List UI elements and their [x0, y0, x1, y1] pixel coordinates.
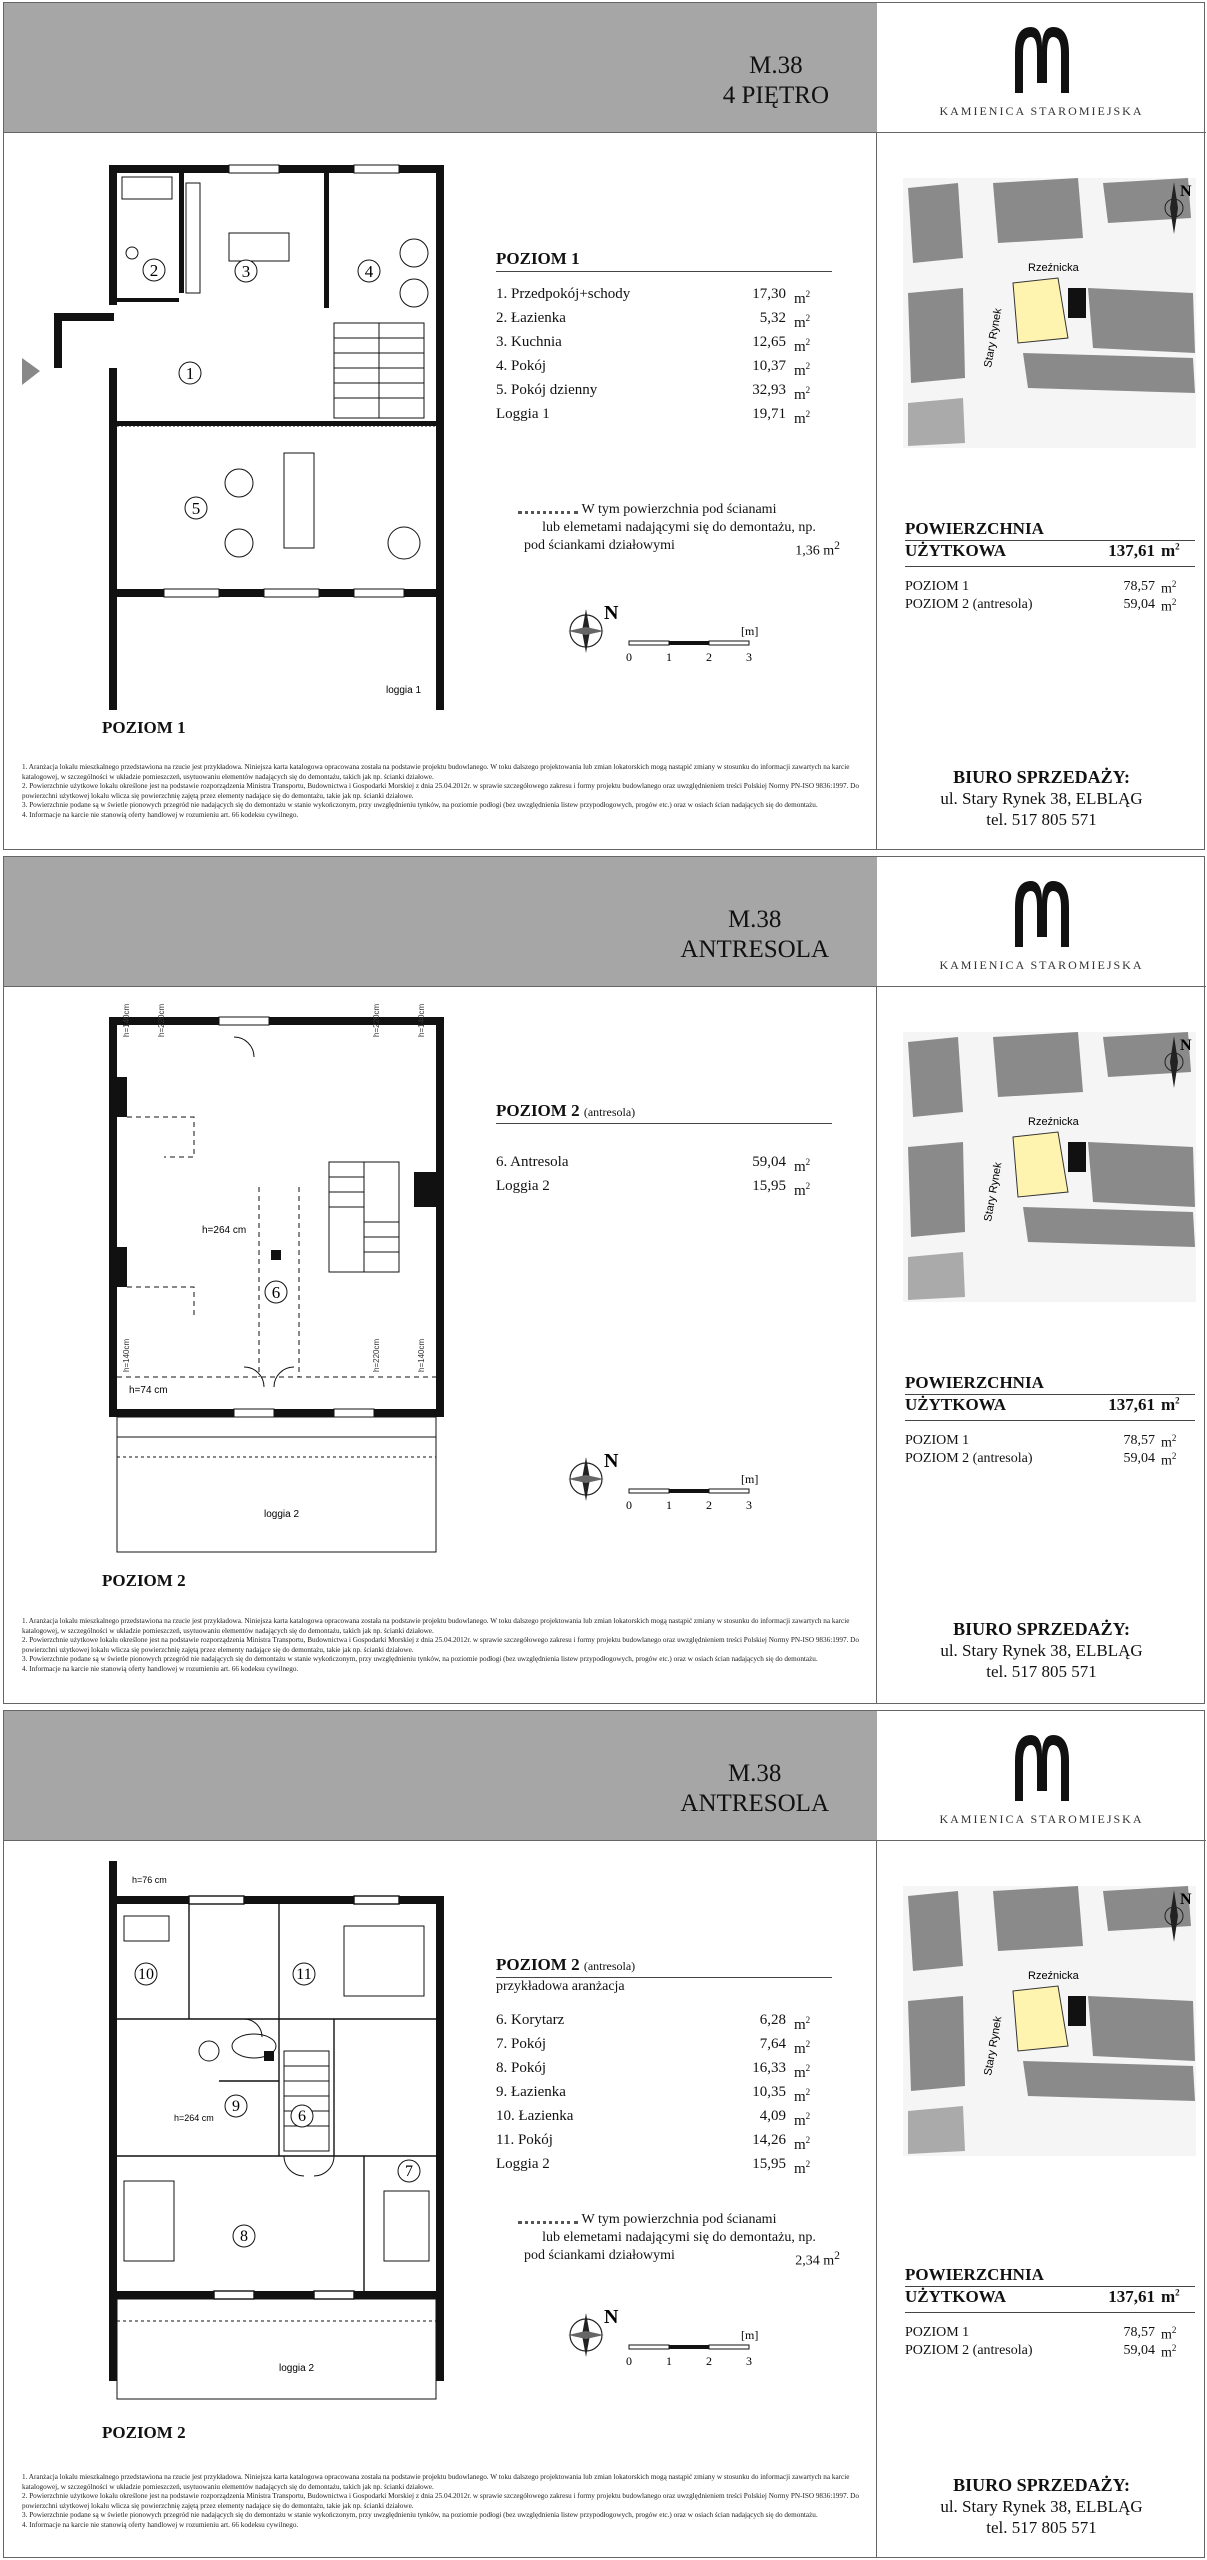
- room-number-9: 9: [232, 2098, 240, 2115]
- sales-office: BIURO SPRZEDAŻY: ul. Stary Rynek 38, ELBLĄG tel. 517 805 571: [940, 767, 1143, 829]
- header-title: M.38 ANTRESOLA: [680, 906, 829, 963]
- room-number-1: 1: [185, 364, 195, 383]
- street-label: Stary Rynek: [982, 307, 1005, 369]
- svg-text:h=220cm: h=220cm: [157, 1003, 166, 1037]
- svg-text:N: N: [604, 2306, 619, 2328]
- list-title: POZIOM 2 (antresola): [496, 1101, 636, 1120]
- list-subtitle: przykładowa aranżacja: [496, 1979, 625, 1994]
- svg-text:3: 3: [746, 650, 752, 664]
- svg-text:h=140cm: h=140cm: [417, 1003, 426, 1037]
- left-column: [4, 857, 877, 1703]
- room-row: 9. Łazienka 10,35 $m^2$: [496, 2084, 811, 2105]
- svg-text:[m]: [m]: [741, 624, 759, 638]
- scale-bar: [619, 2327, 759, 2373]
- header-band: [4, 857, 877, 987]
- svg-text:h=140cm: h=140cm: [417, 1338, 426, 1372]
- surface-rule: [905, 2312, 1195, 2313]
- loggia-label: loggia 1: [386, 685, 422, 696]
- room-row: 10. Łazienka 4,09 $m^2$: [496, 2108, 811, 2129]
- header-title: M.38 4 PIĘTRO: [722, 52, 829, 109]
- svg-text:0: 0: [626, 650, 632, 664]
- kamienica-arch-logo-icon: [1011, 877, 1073, 949]
- footnotes: 1. Aranżacja lokalu mieszkalnego przedstawiona na rzucie jest przykładowa. Niniejsza karta katalogowa opracowana została na podstawie projektu budowlanego. W toku dalszego projektowania lub zmian lokatorskich mogą nastąpić zmiany w stosunku do informacji zawartych na karcie katalogowej, w szczególności w układzie pomieszczeń, usytuowaniu elementów nadających się do demontażu, takich jak np. ścianki działowe. 2. Powierzchnie użytkowe lokalu określone jest na podstawie rozporządzenia Ministra Transportu, Budownictwa i Gospodarki Morskiej z dnia 25.04.2012r. w sprawie szczegółowego zakresu i formy projektu budowlanego oraz uwzględnieniem treści Polskiej Normy PN-ISO 9836:1997. Do powierzchni użytkowej lokalu wlicza się powierzchnię zajętą przez elementy nadające się do demontażu, takie jak np. ścianki działowe. 3. Powierzchnie podane są w świetle pionowych przegród nie nadających się do demontażu w stanie wykończonym, przy uwzględnieniu tynków, na poziomie podłogi (bez uwzględnienia listew przypodłogowych, progów etc.) oraz w osiach ścian nadających się do demontażu. 4. Informacje na karcie nie stanowią oferty handlowej w rozumieniu art. 66 kodeksu cywilnego.: [22, 1617, 859, 1673]
- north-compass-icon: [1160, 1032, 1194, 1092]
- title-rule: [496, 1977, 832, 1978]
- surface-level-row: POZIOM 1 78,57 $m^2$: [905, 579, 1177, 597]
- room-number-10: 10: [138, 1966, 154, 1983]
- footnotes: 1. Aranżacja lokalu mieszkalnego przedstawiona na rzucie jest przykładowa. Niniejsza karta katalogowa opracowana została na podstawie projektu budowlanego. W toku dalszego projektowania lub zmian lokatorskich mogą nastąpić zmiany w stosunku do informacji zawartych na karcie katalogowej, w szczególności w układzie pomieszczeń, usytuowaniu elementów nadających się do demontażu, takich jak np. ścianki działowe. 2. Powierzchnie użytkowe lokalu określone jest na podstawie rozporządzenia Ministra Transportu, Budownictwa i Gospodarki Morskiej z dnia 25.04.2012r. w sprawie szczegółowego zakresu i formy projektu budowlanego oraz uwzględnieniem treści Polskiej Normy PN-ISO 9836:1997. Do powierzchni użytkowej lokalu wlicza się powierzchnię zajętą przez elementy nadające się do demontażu, takie jak np. ścianki działowe. 3. Powierzchnie podane są w świetle pionowych przegród nie nadających się do demontażu w stanie wykończonym, przy uwzględnieniu tynków, na poziomie podłogi (bez uwzględnienia listew przypodłogowych, progów etc.) oraz w osiach ścian nadających się do demontażu. 4. Informacje na karcie nie stanowią oferty handlowej w rozumieniu art. 66 kodeksu cywilnego.: [22, 2473, 859, 2529]
- logo: KAMIENICA STAROMIEJSKA: [877, 3, 1206, 133]
- surface-level-row: POZIOM 2 (antresola) 59,04 $m^2$: [905, 1451, 1177, 1469]
- catalog-sheet-mezzanine-arranged: [3, 1710, 1205, 2558]
- room-row: 5. Pokój dzienny 32,93 $m^2$: [496, 382, 811, 403]
- sales-office: BIURO SPRZEDAŻY: ul. Stary Rynek 38, ELBLĄG tel. 517 805 571: [940, 2475, 1143, 2537]
- demolition-note: W tym powierzchnia pod ścianami lub elemetami nadającymi się do demontażu, np. pod ściankami działowymi 1,36 $m^2$: [524, 502, 840, 559]
- surface-level-row: POZIOM 2 (antresola) 59,04 $m^2$: [905, 597, 1177, 615]
- loggia-label: loggia 2: [279, 2363, 315, 2374]
- right-column: [877, 3, 1206, 849]
- room-row: Loggia 2 15,95 $m^2$: [496, 2156, 811, 2177]
- room-row: 7. Pokój 7,64 $m^2$: [496, 2036, 811, 2057]
- logo: KAMIENICA STAROMIEJSKA: [877, 857, 1206, 987]
- left-column: [4, 1711, 877, 2557]
- surface-total-row: UŻYTKOWA 137,61 $m^2$: [905, 1395, 1180, 1414]
- surface-rule: [905, 566, 1195, 567]
- room-number-2: 2: [149, 261, 159, 280]
- svg-text:3: 3: [746, 1498, 752, 1512]
- room-row: 11. Pokój 14,26 $m^2$: [496, 2132, 811, 2153]
- sales-office: BIURO SPRZEDAŻY: ul. Stary Rynek 38, ELBLĄG tel. 517 805 571: [940, 1619, 1143, 1681]
- loggia-label: loggia 2: [264, 1509, 300, 1520]
- header-band: [4, 1711, 877, 1841]
- footnotes: 1. Aranżacja lokalu mieszkalnego przedstawiona na rzucie jest przykładowa. Niniejsza karta katalogowa opracowana została na podstawie projektu budowlanego. W toku dalszego projektowania lub zmian lokatorskich mogą nastąpić zmiany w stosunku do informacji zawartych na karcie katalogowej, w szczególności w układzie pomieszczeń, usytuowaniu elementów nadających się do demontażu, takich jak np. ścianki działowe. 2. Powierzchnie użytkowe lokalu określone jest na podstawie rozporządzenia Ministra Transportu, Budownictwa i Gospodarki Morskiej z dnia 25.04.2012r. w sprawie szczegółowego zakresu i formy projektu budowlanego oraz uwzględnieniem treści Polskiej Normy PN-ISO 9836:1997. Do powierzchni użytkowej lokalu wlicza się powierzchnię zajętą przez elementy nadające się do demontażu, takie jak np. ścianki działowe. 3. Powierzchnie podane są w świetle pionowych przegród nie nadających się do demontażu w stanie wykończonym, przy uwzględnieniu tynków, na poziomie podłogi (bez uwzględnienia listew przypodłogowych, progów etc.) oraz w osiach ścian nadających się do demontażu. 4. Informacje na karcie nie stanowią oferty handlowej w rozumieniu art. 66 kodeksu cywilnego.: [22, 763, 859, 819]
- surface-rule: [905, 1420, 1195, 1421]
- svg-text:[m]: [m]: [741, 1472, 759, 1486]
- svg-text:0: 0: [626, 2354, 632, 2368]
- street-label: Stary Rynek: [982, 1161, 1005, 1223]
- title-rule: [496, 271, 832, 272]
- room-row: 4. Pokój 10,37 $m^2$: [496, 358, 811, 379]
- height-label: h=74 cm: [129, 1385, 168, 1396]
- site-map: [903, 1032, 1196, 1302]
- site-map: [903, 1886, 1196, 2156]
- svg-text:0: 0: [626, 1498, 632, 1512]
- surface-level-row: POZIOM 1 78,57 $m^2$: [905, 2325, 1177, 2343]
- room-number-3: 3: [241, 262, 251, 281]
- svg-text:[m]: [m]: [741, 2328, 759, 2342]
- room-row: Loggia 2 15,95 $m^2$: [496, 1178, 811, 1199]
- room-row: 2. Łazienka 5,32 $m^2$: [496, 310, 811, 331]
- room-number-5: 5: [191, 499, 201, 518]
- room-row: 1. Przedpokój+schody 17,30 $m^2$: [496, 286, 811, 307]
- north-compass-icon: [1160, 178, 1194, 238]
- floor-plan-level-2-arranged: [14, 1851, 474, 2431]
- svg-text:1: 1: [666, 1498, 672, 1512]
- logo: KAMIENICA STAROMIEJSKA: [877, 1711, 1206, 1841]
- north-compass-icon: [1160, 1886, 1194, 1946]
- site-map: [903, 178, 1196, 448]
- plan-level-label: POZIOM 2: [102, 1571, 186, 1590]
- room-number-8: 8: [240, 2228, 248, 2245]
- svg-text:N: N: [604, 1450, 619, 1472]
- svg-text:h=140cm: h=140cm: [122, 1338, 131, 1372]
- header-title: M.38 ANTRESOLA: [680, 1760, 829, 1817]
- svg-text:N: N: [1180, 1891, 1192, 1908]
- height-label: h=264 cm: [174, 2113, 214, 2123]
- right-column: [877, 857, 1206, 1703]
- room-number-7: 7: [405, 2163, 413, 2180]
- list-title: POZIOM 1: [496, 249, 580, 268]
- height-label: h=76 cm: [132, 1875, 167, 1885]
- surface-title: POWIERZCHNIA: [905, 2265, 1044, 2284]
- floor-plan-level-2-empty: [14, 997, 474, 1557]
- svg-text:2: 2: [706, 1498, 712, 1512]
- north-compass-icon: [564, 601, 620, 657]
- surface-title: POWIERZCHNIA: [905, 519, 1044, 538]
- svg-text:h=220cm: h=220cm: [372, 1338, 381, 1372]
- scale-bar: [619, 1471, 759, 1517]
- street-label: Rzeźnicka: [1028, 1970, 1079, 1982]
- room-row: 3. Kuchnia 12,65 $m^2$: [496, 334, 811, 355]
- room-list: [496, 1153, 826, 1201]
- right-column: [877, 1711, 1206, 2557]
- surface-level-row: POZIOM 2 (antresola) 59,04 $m^2$: [905, 2343, 1177, 2361]
- svg-text:h=220cm: h=220cm: [372, 1003, 381, 1037]
- title-rule: [496, 1123, 832, 1124]
- room-row: Loggia 1 19,71 $m^2$: [496, 406, 811, 427]
- svg-text:h=140cm: h=140cm: [122, 1003, 131, 1037]
- room-list: [496, 285, 826, 429]
- plan-level-label: POZIOM 1: [102, 718, 186, 737]
- svg-text:3: 3: [746, 2354, 752, 2368]
- room-row: 6. Antresola 59,04 $m^2$: [496, 1154, 811, 1175]
- street-label: Rzeźnicka: [1028, 262, 1079, 274]
- svg-text:2: 2: [706, 2354, 712, 2368]
- svg-text:1: 1: [666, 650, 672, 664]
- entrance-arrow-icon: [22, 358, 40, 385]
- surface-title: POWIERZCHNIA: [905, 1373, 1044, 1392]
- floor-plan-level-1: [14, 153, 474, 713]
- plan-level-label: POZIOM 2: [102, 2423, 186, 2442]
- street-label: Rzeźnicka: [1028, 1116, 1079, 1128]
- room-number-4: 4: [364, 262, 374, 281]
- scale-bar: [619, 623, 759, 669]
- north-compass-icon: [564, 1449, 620, 1505]
- surface-total-row: UŻYTKOWA 137,61 $m^2$: [905, 541, 1180, 560]
- height-label: h=264 cm: [202, 1225, 247, 1236]
- svg-text:1: 1: [666, 2354, 672, 2368]
- left-column: [4, 3, 877, 849]
- svg-text:N: N: [1180, 1037, 1192, 1054]
- svg-text:N: N: [1180, 183, 1192, 200]
- catalog-sheet-level-1: [3, 2, 1205, 850]
- room-number-6: 6: [271, 1283, 281, 1302]
- catalog-sheet-mezzanine-empty: [3, 856, 1205, 1704]
- kamienica-arch-logo-icon: [1011, 1731, 1073, 1803]
- surface-level-row: POZIOM 1 78,57 $m^2$: [905, 1433, 1177, 1451]
- list-title: POZIOM 2 (antresola): [496, 1955, 636, 1974]
- north-compass-icon: [564, 2305, 620, 2361]
- street-label: Stary Rynek: [982, 2015, 1005, 2077]
- svg-text:N: N: [604, 602, 619, 624]
- room-row: 8. Pokój 16,33 $m^2$: [496, 2060, 811, 2081]
- room-list: [496, 2011, 826, 2179]
- svg-text:2: 2: [706, 650, 712, 664]
- room-number-6: 6: [298, 2108, 306, 2125]
- room-row: 6. Korytarz 6,28 $m^2$: [496, 2012, 811, 2033]
- room-number-11: 11: [296, 1966, 312, 1983]
- kamienica-arch-logo-icon: [1011, 23, 1073, 95]
- demolition-note: W tym powierzchnia pod ścianami lub elemetami nadającymi się do demontażu, np. pod ściankami działowymi 2,34 $m^2$: [524, 2212, 840, 2269]
- surface-total-row: UŻYTKOWA 137,61 $m^2$: [905, 2287, 1180, 2306]
- header-band: [4, 3, 877, 133]
